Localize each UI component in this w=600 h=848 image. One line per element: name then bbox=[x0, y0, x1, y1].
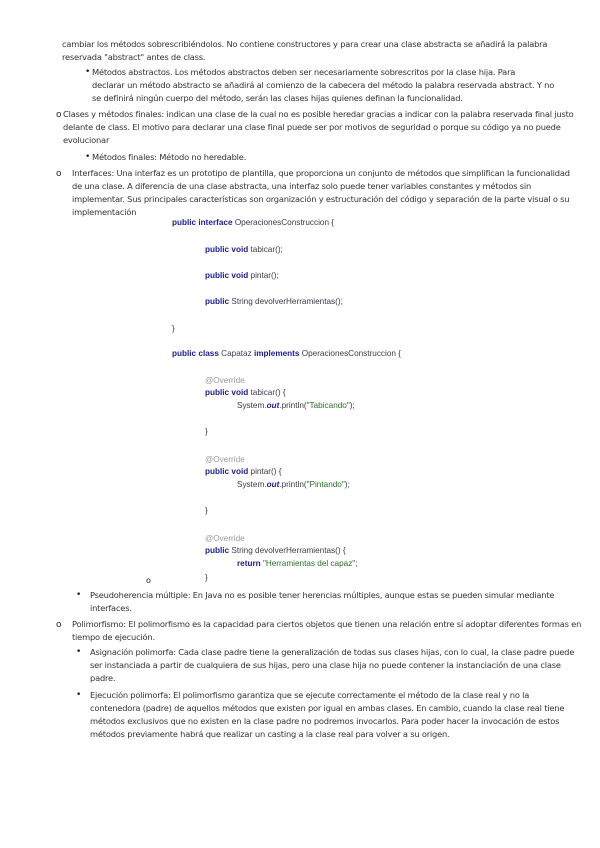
paragraph-line: declarar un método abstracto se añadirá al comienzo de la cabecera del método la palabra reservada abstract. Y no bbox=[92, 80, 555, 90]
paragraph-line: Métodos finales: Método no heredable. bbox=[92, 152, 247, 162]
paragraph-line: contenedora (padre) de aquellos métodos que existen por igual en ambas clases. En cambio, cuando la clase real tiene bbox=[90, 703, 565, 713]
bullet-hollow: o bbox=[146, 576, 151, 585]
paragraph-line: de una clase. A diferencia de una clase abstracta, una interfaz solo puede tener variables constantes y métodos sin bbox=[72, 181, 532, 191]
paragraph-line: interfaces. bbox=[90, 603, 132, 613]
paragraph-line: delante de class. El motivo para declarar una clase final puede ser por motivos de seguridad o porque su código ya no puede bbox=[63, 122, 561, 132]
code-annotation: @Override bbox=[205, 534, 245, 543]
code-line: public void tabicar(); bbox=[205, 245, 283, 254]
code-line: } bbox=[205, 427, 208, 436]
bullet-filled: • bbox=[76, 647, 82, 657]
paragraph-line: Pseudoherencia múltiple: En Java no es posible tener herencias múltiples, aunque estas se pueden simular mediante bbox=[90, 590, 555, 600]
code-line: public void pintar(); bbox=[205, 271, 279, 280]
paragraph-line: Interfaces: Una interfaz es un prototipo de plantilla, que proporciona un conjunto de métodos que simplifican la funcionalidad bbox=[72, 168, 570, 178]
paragraph-line: implementación bbox=[72, 207, 137, 217]
paragraph-line: Métodos abstractos. Los métodos abstractos deben ser necesariamente sobrescritos por la clase hija. Para bbox=[92, 67, 516, 77]
code-line: public void pintar() { bbox=[205, 467, 282, 476]
code-line: public interface OperacionesConstruccion { bbox=[172, 218, 335, 227]
paragraph-line: ser instanciada a partir de cualquiera de sus hijas, pero una clase hija no puede contener la instanciación de una clase bbox=[90, 660, 561, 670]
paragraph-line: Ejecución polimorfa: El polimorfismo garantiza que se ejecute correctamente el método de la clase real y no la bbox=[90, 690, 530, 700]
paragraph-line: padre. bbox=[90, 673, 116, 683]
code-line: } bbox=[205, 506, 208, 515]
paragraph-line: reservada "abstract" antes de class. bbox=[62, 52, 206, 62]
code-line: public void tabicar() { bbox=[205, 388, 286, 397]
paragraph-line: Clases y métodos finales: indican una clase de la cual no es posible heredar gracias a indicar con la palabra reservada final justo bbox=[63, 109, 574, 119]
bullet-hollow: o bbox=[56, 110, 62, 120]
paragraph-line: métodos previamente habrá que realizar un casting a la clase real para volver a su origen. bbox=[90, 729, 450, 739]
paragraph-line: cambiar los métodos sobrescribiéndolos. No contiene constructores y para crear una clase abstracta se añadirá la palabra bbox=[62, 39, 548, 49]
bullet-hollow: o bbox=[56, 169, 62, 179]
paragraph-line: tiempo de ejecución. bbox=[72, 632, 155, 642]
paragraph-line: se definirá ningún cuerpo del método, serán las clases hijas quienes definan la funcionalidad. bbox=[92, 93, 463, 103]
code-annotation: @Override bbox=[205, 376, 245, 385]
code-line: public class Capataz implements OperacionesConstruccion { bbox=[172, 349, 401, 358]
bullet-hollow: o bbox=[56, 620, 62, 630]
code-line: System.out.println("Pintando"); bbox=[237, 480, 350, 489]
bullet-filled: • bbox=[76, 590, 82, 600]
code-line: System.out.println("Tabicando"); bbox=[237, 401, 355, 410]
bullet-filled: • bbox=[85, 67, 91, 77]
code-line: public String devolverHerramientas() { bbox=[205, 546, 346, 555]
code-line: } bbox=[205, 573, 208, 582]
bullet-filled: • bbox=[76, 690, 82, 700]
code-annotation: @Override bbox=[205, 455, 245, 464]
code-line: public String devolverHerramientas(); bbox=[205, 297, 343, 306]
paragraph-line: métodos exclusivos que no existen en la clase padre no podremos invocarlos. Para poder hacer la invocación de estos bbox=[90, 716, 560, 726]
paragraph-line: Asignación polimorfa: Cada clase padre tiene la generalización de todas sus clases hijas, con lo cual, la clase padre puede bbox=[90, 647, 575, 657]
paragraph-line: implementar. Sus principales características son organización y estructuración del código y separación de la parte visual o su bbox=[72, 194, 570, 204]
paragraph-line: Polimorfismo: El polimorfismo es la capacidad para ciertos objetos que tienen una relación entre sí adoptar diferentes formas en bbox=[72, 619, 582, 629]
code-line: } bbox=[172, 324, 175, 333]
code-line: return "Herramientas del capaz"; bbox=[237, 559, 358, 568]
paragraph-line: evolucionar bbox=[63, 135, 110, 145]
bullet-filled: • bbox=[85, 152, 91, 162]
